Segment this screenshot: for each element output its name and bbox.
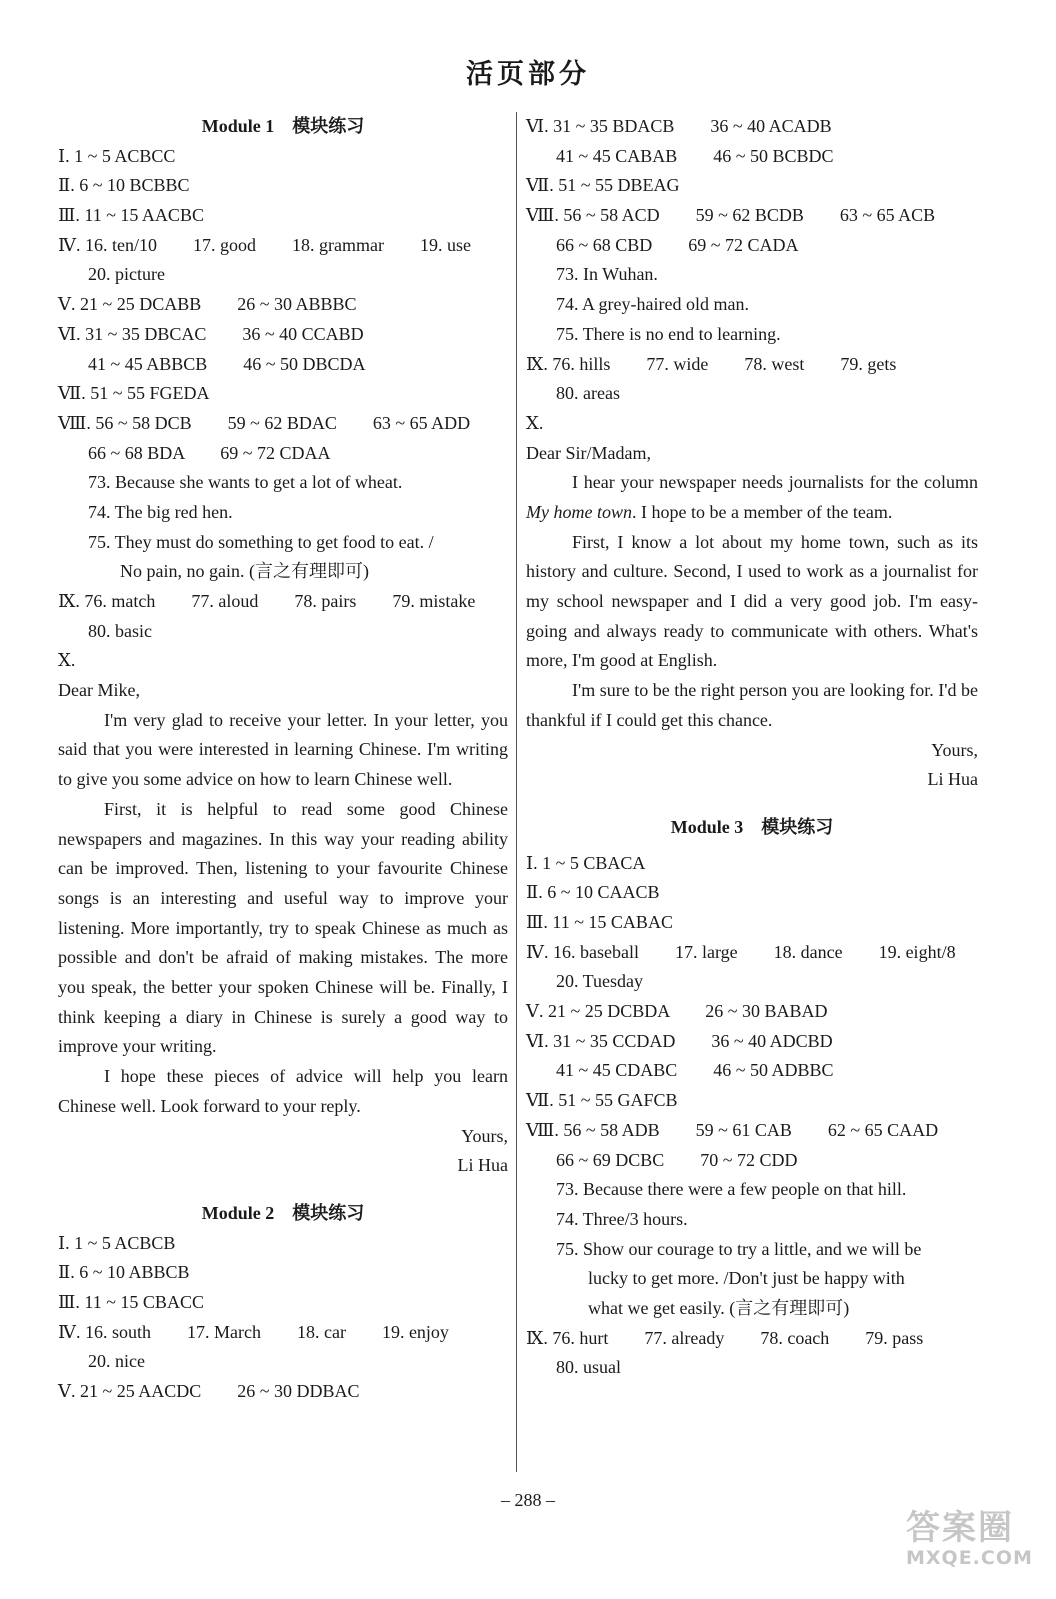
module1-answer-line: 80. basic [88, 620, 152, 641]
module1-answer-line: Ⅸ. 76. match 77. aloud 78. pairs 79. mistake [58, 591, 476, 611]
module3-answer-line: 73. Because there were a few people on that hill. [556, 1179, 907, 1200]
module3-answer-line: Ⅸ. 76. hurt 77. already 78. coach 79. pass [526, 1327, 924, 1348]
module3-answer-line: 74. Three/3 hours. [556, 1208, 688, 1229]
module1-letter-closing: Yours, [461, 1125, 508, 1146]
module2-letter-paragraph: I'm sure to be the right person you are looking for. I'd be thankful if I could get this chance. [526, 680, 978, 730]
page-title: 活页部分 [466, 59, 590, 90]
module2-answer-line: Ⅹ. [526, 412, 544, 433]
module2-answer-line: Ⅰ. 1 ~ 5 ACBCB [58, 1232, 176, 1253]
module3-answer-line: lucky to get more. /Don't just be happy with [588, 1268, 905, 1289]
module3-answer-line: 75. Show our courage to try a little, and we will be [556, 1238, 922, 1259]
module2-answer-line: 73. In Wuhan. [556, 264, 658, 285]
module1-letter-greeting: Dear Mike, [58, 680, 140, 701]
module2-answer-line: 80. areas [556, 383, 620, 404]
left-column [58, 112, 508, 1407]
module1-letter-paragraph: I'm very glad to receive your letter. In your letter, you said that you were interested in learning Chinese. I'm writing to give you some advice on how to learn Chinese well. [58, 709, 508, 790]
module1-answer-line: Ⅲ. 11 ~ 15 AACBC [58, 205, 204, 226]
module2-answer-line: Ⅲ. 11 ~ 15 CBACC [58, 1292, 204, 1313]
module3-answer-line: Ⅵ. 31 ~ 35 CCDAD 36 ~ 40 ADCBD [526, 1030, 833, 1051]
module2-letter-column-name: My home town [526, 501, 632, 522]
module2-heading: Module 2 模块练习 [201, 1202, 365, 1223]
module3-heading: Module 3 模块练习 [670, 816, 834, 837]
module1-answer-line: Ⅳ. 16. ten/10 17. good 18. grammar 19. use [58, 234, 471, 255]
module1-letter-paragraph: I hope these pieces of advice will help you learn Chinese well. Look forward to your reply. [58, 1066, 508, 1116]
module2-answer-line: Ⅱ. 6 ~ 10 ABBCB [58, 1262, 190, 1283]
module1-letter-paragraph: First, it is helpful to read some good Chinese newspapers and magazines. In this way your reading ability can be improved. Then, listening to your favourite Chinese songs is an interesting and useful way to improve your listening. More importantly, try to speak Chinese as much as possible and don't be afraid of making mistakes. The more you speak, the better your spoken Chinese will be. Finally, I think keeping a diary in Chinese is surely a good way to improve your writing. [58, 798, 508, 1057]
module3-answer-line: Ⅳ. 16. baseball 17. large 18. dance 19. eight/8 [526, 941, 956, 962]
page-number: – 288 – [501, 1490, 555, 1510]
module2-answer-line: 20. nice [88, 1351, 145, 1372]
module3-answer-line: Ⅴ. 21 ~ 25 DCBDA 26 ~ 30 BABAD [526, 1001, 828, 1022]
module3-answer-line: 66 ~ 69 DCBC 70 ~ 72 CDD [556, 1149, 798, 1170]
module3-answer-line: Ⅰ. 1 ~ 5 CBACA [526, 852, 646, 873]
watermark-logo [906, 1509, 1036, 1585]
module3-answer-line: what we get easily. (言之有理即可) [588, 1297, 850, 1318]
module2-letter-text: I hear your newspaper needs journalists for the column [572, 472, 978, 493]
module2-letter-signature: Li Hua [927, 769, 978, 790]
module3-answer-line: 20. Tuesday [556, 971, 644, 992]
module2-letter-text: . I hope to be a member of the team. [631, 501, 893, 522]
module2-answer-line: Ⅴ. 21 ~ 25 AACDC 26 ~ 30 DDBAC [58, 1381, 360, 1402]
module1-answer-line: Ⅹ. [58, 650, 76, 671]
module2-letter-greeting: Dear Sir/Madam, [526, 442, 651, 463]
module3-answer-line: 80. usual [556, 1357, 621, 1378]
module2-answer-line: 74. A grey-haired old man. [556, 294, 749, 315]
module1-answer-line: Ⅵ. 31 ~ 35 DBCAC 36 ~ 40 CCABD [58, 323, 364, 344]
module2-answer-line: Ⅵ. 31 ~ 35 BDACB 36 ~ 40 ACADB [526, 116, 832, 136]
module1-answer-line: Ⅶ. 51 ~ 55 FGEDA [58, 383, 210, 404]
module2-answer-line: Ⅷ. 56 ~ 58 ACD 59 ~ 62 BCDB 63 ~ 65 ACB [526, 205, 936, 226]
module3-answer-line: Ⅶ. 51 ~ 55 GAFCB [526, 1090, 678, 1111]
module2-answer-line: 66 ~ 68 CBD 69 ~ 72 CADA [556, 234, 799, 255]
module1-answer-line: 66 ~ 68 BDA 69 ~ 72 CDAA [88, 442, 331, 463]
module2-letter-paragraph [526, 468, 978, 527]
module1-answer-line: Ⅰ. 1 ~ 5 ACBCC [58, 145, 176, 166]
module1-answer-line: 75. They must do something to get food to eat. / [88, 531, 434, 552]
module3-answer-line: Ⅷ. 56 ~ 58 ADB 59 ~ 61 CAB 62 ~ 65 CAAD [526, 1119, 939, 1140]
watermark-site-text: MXQE.COM [906, 1547, 1033, 1569]
module1-letter-signature: Li Hua [457, 1155, 508, 1176]
module1-answer-line: Ⅴ. 21 ~ 25 DCABB 26 ~ 30 ABBBC [58, 294, 357, 315]
column-divider [516, 112, 517, 1472]
module3-answer-line: Ⅲ. 11 ~ 15 CABAC [526, 912, 673, 933]
right-column [526, 112, 978, 1383]
module1-answer-line: Ⅱ. 6 ~ 10 BCBBC [58, 175, 190, 196]
module1-answer-line: 20. picture [88, 264, 165, 285]
module2-answer-line: Ⅳ. 16. south 17. March 18. car 19. enjoy [58, 1321, 449, 1342]
module1-heading: Module 1 模块练习 [201, 116, 365, 136]
module2-answer-line: Ⅸ. 76. hills 77. wide 78. west 79. gets [526, 353, 897, 374]
module2-answer-line: 75. There is no end to learning. [556, 323, 781, 344]
module3-answer-line: 41 ~ 45 CDABC 46 ~ 50 ADBBC [556, 1060, 834, 1081]
module2-letter-closing: Yours, [931, 739, 978, 760]
module1-answer-line: 74. The big red hen. [88, 501, 233, 522]
watermark-logo-text: 答案圈 [906, 1508, 1014, 1548]
module2-answer-line: Ⅶ. 51 ~ 55 DBEAG [526, 175, 680, 196]
module1-answer-line: 41 ~ 45 ABBCB 46 ~ 50 DBCDA [88, 353, 366, 374]
module3-answer-line: Ⅱ. 6 ~ 10 CAACB [526, 882, 660, 903]
module2-answer-line: 41 ~ 45 CABAB 46 ~ 50 BCBDC [556, 145, 834, 166]
module1-answer-line: 73. Because she wants to get a lot of wheat. [88, 472, 403, 493]
module2-letter-paragraph: First, I know a lot about my home town, such as its history and culture. Second, I used to work as a journalist for my school newspaper and I did a very good job. I'm easy-going and always ready to communicate with others. What's more, I'm good at English. [526, 531, 978, 671]
module1-answer-line: Ⅷ. 56 ~ 58 DCB 59 ~ 62 BDAC 63 ~ 65 ADD [58, 412, 471, 433]
module1-answer-line: No pain, no gain. (言之有理即可) [120, 561, 369, 582]
